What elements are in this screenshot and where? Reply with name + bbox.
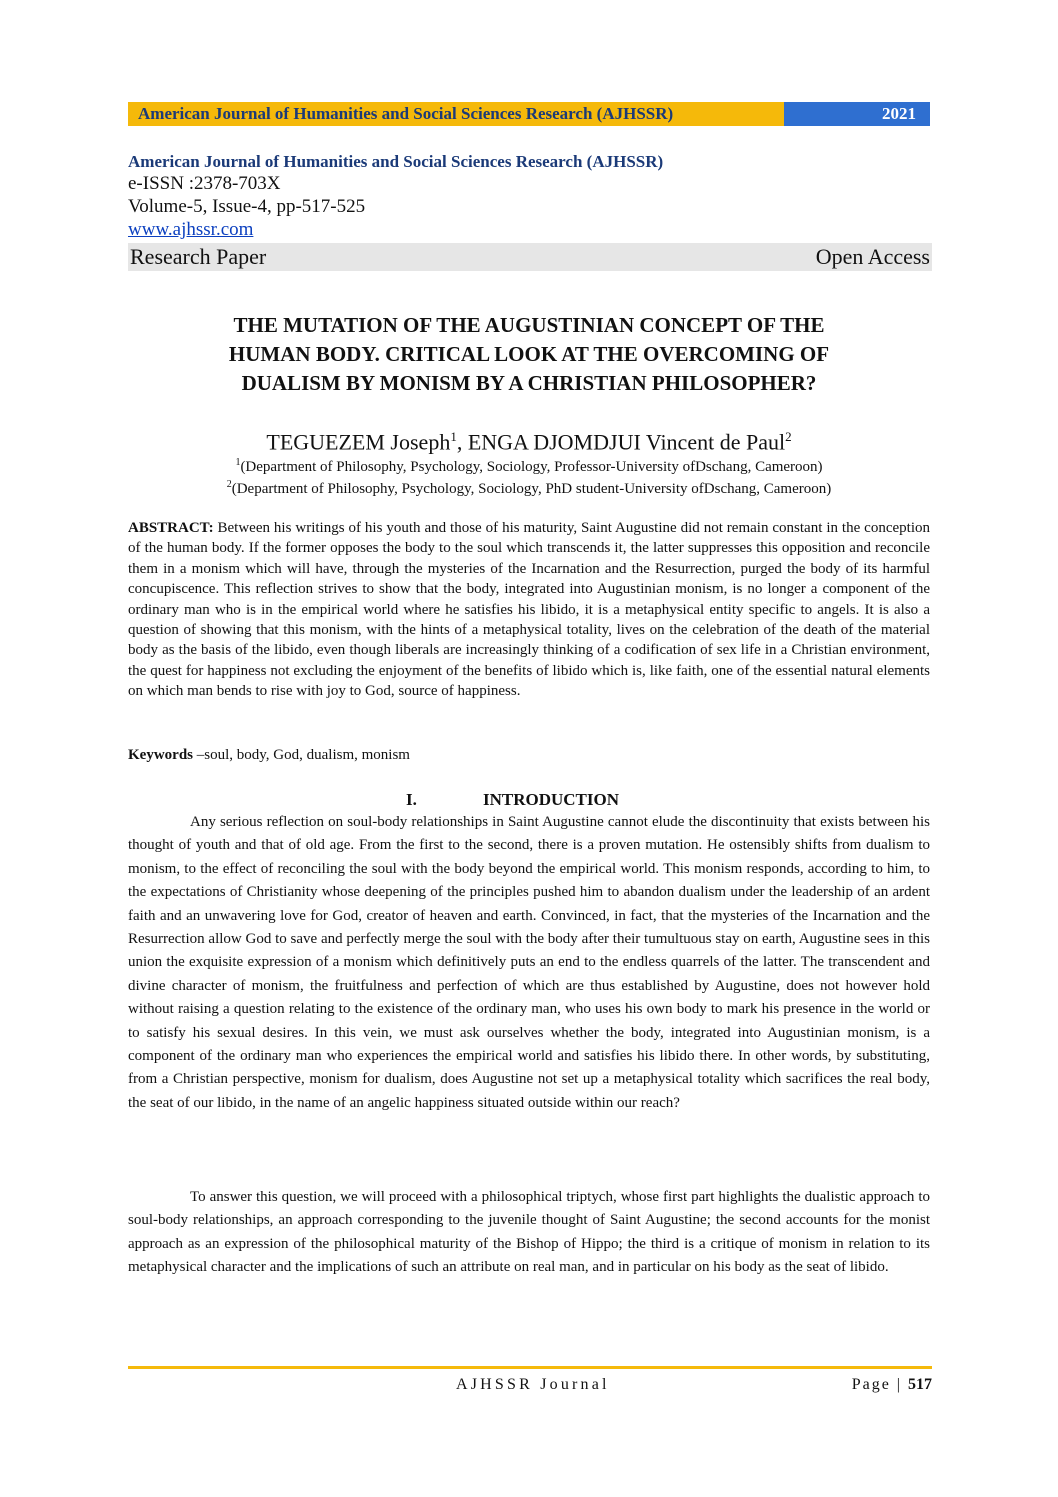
footer-page-number: 517	[908, 1376, 932, 1393]
abstract	[128, 518, 930, 702]
title-line: THE MUTATION OF THE AUGUSTINIAN CONCEPT OF THE	[233, 313, 825, 337]
running-header-year: 2021	[882, 104, 916, 123]
author-name: TEGUEZEM Joseph	[266, 429, 451, 455]
section-number: I.	[406, 790, 417, 809]
running-header-journal: American Journal of Humanities and Social Sciences Research (AJHSSR)	[138, 104, 674, 123]
affiliation-text: (Department of Philosophy, Psychology, Sociology, Professor-University ofDschang, Cameroon)	[240, 459, 823, 475]
author-superscript: 1	[450, 429, 457, 444]
footer-page	[800, 1376, 932, 1394]
footer-rule	[128, 1366, 932, 1369]
section-title: INTRODUCTION	[483, 790, 620, 809]
paper-type-bar	[128, 243, 932, 271]
author-list	[128, 424, 930, 455]
title-line: HUMAN BODY. CRITICAL LOOK AT THE OVERCOMING OF	[228, 342, 830, 366]
affiliation	[128, 474, 930, 500]
affiliation-superscript: 1	[235, 457, 241, 468]
body-paragraph	[128, 811, 930, 1115]
affiliation-text: (Department of Philosophy, Psychology, Sociology, PhD student-University ofDschang, Cameroon)	[231, 481, 832, 497]
paper-title	[128, 311, 930, 398]
issn: e-ISSN :2378-703X	[128, 173, 281, 194]
journal-name: American Journal of Humanities and Social Sciences Research (AJHSSR)	[128, 152, 664, 171]
running-header	[128, 102, 930, 126]
journal-meta	[128, 152, 932, 271]
title-line: DUALISM BY MONISM BY A CHRISTIAN PHILOSOPHER?	[241, 371, 817, 395]
keywords-text: –soul, body, God, dualism, monism	[193, 747, 410, 763]
paragraph-text: Any serious reflection on soul-body relationships in Saint Augustine cannot elude the discontinuity that exists between his thought of youth and that of old age. From the first to the second, there is a proven mutation. He ostensibly shifts from dualism to monism, to the effect of reconciling the soul with the body beyond the empirical world. This monism responds, according to him, to the expectations of Christianity whose deepening of the principles pushed him to abandon dualism under the leadership of an ardent faith and an unwavering love for God, creator of heaven and earth. Convinced, in fact, that the mysteries of the Incarnation and the Resurrection allow God to save and perfectly merge the soul with the body after their tumultuous stay on earth, Augustine sees in this union the exquisite expression of a monism which definitively puts an end to the endless quarrels of the latter. The transcendent and divine character of monism, the fruitfulness and perfection of which are thus established by Augustine, does not however hold without raising a question relating to the existence of the ordinary man, who uses his own body to mark his presence in the world or to satisfy his sexual desires. In this vein, we must ask ourselves whether the body, integrated into Augustinian monism, is a component of the ordinary man who experiences the empirical world and satisfies his libido there. In other words, by substituting, from a Christian perspective, monism for dualism, does Augustine not set up a metaphysical totality which sacrifices the real body, the seat of our libido, in the name of an angelic happiness situated outside within our reach?	[128, 814, 930, 1111]
running-header-journal-band	[128, 102, 784, 126]
website-link[interactable]: www.ajhssr.com	[128, 219, 254, 240]
body-paragraph	[128, 1186, 930, 1280]
access-type: Open Access	[815, 244, 930, 269]
paragraph-text: To answer this question, we will proceed with a philosophical triptych, whose first part highlights the dualistic approach to soul-body relationships, an approach corresponding to the juvenile thought of Saint Augustine; the second accounts for the monist approach as an expression of the philosophical maturity of the Bishop of Hippo; the third is a critique of monism in relation to its metaphysical character and the implications of such an attribute on real man, and in particular on his body as the seat of libido.	[128, 1189, 930, 1276]
author-name: ENGA DJOMDJUI Vincent de Paul	[467, 429, 786, 455]
affiliation-superscript: 2	[226, 479, 232, 490]
abstract-label: ABSTRACT:	[128, 520, 214, 536]
author-separator: ,	[456, 429, 468, 455]
paper-type: Research Paper	[130, 244, 267, 269]
abstract-text: Between his writings of his youth and those of his maturity, Saint Augustine did not remain constant in the conception of the human body. If the former opposes the body to the soul which transcends it, the latter suppresses this opposition and reconcile them in a monism which will have, through the mysteries of the Incarnation and the Resurrection, purged the body of its harmful concupiscence. This reflection strives to show that the body, integrated into Augustinian monism, is no longer a component of the ordinary man who is in the empirical world where he satisfies his libido, it is a metaphysical entity specific to angels. It is also a question of showing that this monism, with the hints of a metaphysical totality, lives on the celebration of the death of the material body as the basis of the libido, even though liberals are increasingly thinking of a codification of sex life in a Christian environment, the quest for happiness not excluding the enjoyment of the benefits of libido which is, like faith, one of the essential natural elements on which man bends to rise with joy to God, source of happiness.	[128, 520, 930, 700]
keywords	[128, 745, 930, 765]
volume-info: Volume-5, Issue-4, pp-517-525	[128, 196, 366, 217]
keywords-label: Keywords	[128, 747, 193, 763]
footer-journal: AJHSSR Journal	[456, 1376, 610, 1393]
footer-page-label: Page |	[851, 1376, 908, 1393]
author-superscript: 2	[785, 429, 792, 444]
running-header-year-band	[784, 102, 930, 126]
